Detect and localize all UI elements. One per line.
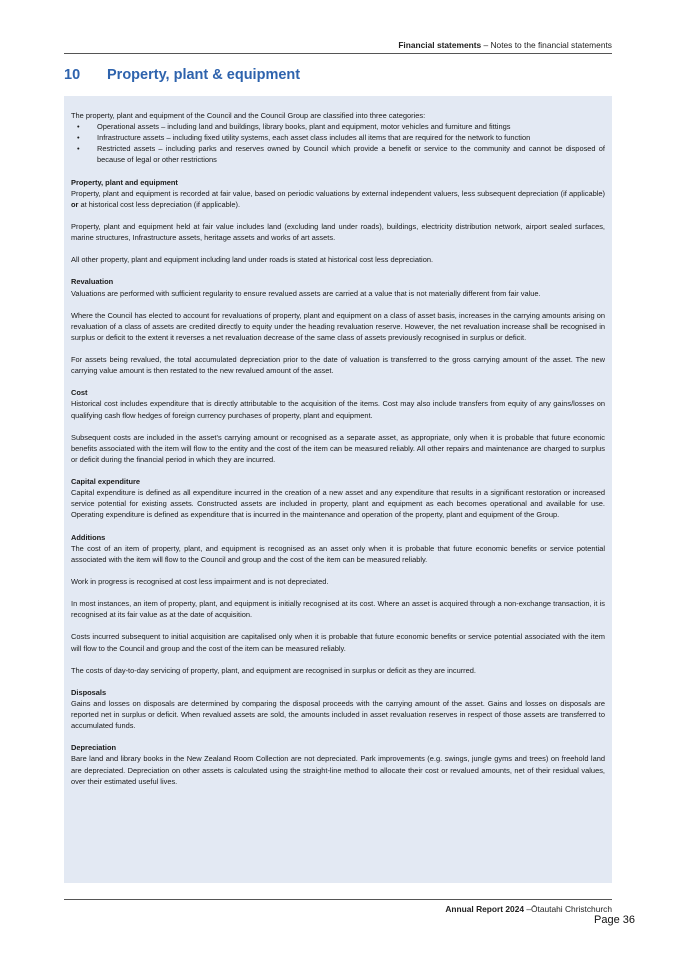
cost-paragraph-2: Subsequent costs are included in the asset’s carrying amount or recognised as a separate asset, as appropriate, only when it is probable that future economic benefits associated with the item will flow to the entity and the cost of the item can be measured reliably. All other repairs and maintenance are charged to surplus or deficit during the financial period in which they are incurred. (71, 432, 605, 464)
ppe-paragraph-1 (71, 188, 605, 210)
ppe-paragraph-2: Property, plant and equipment held at fair value includes land (excluding land under roads), buildings, electricity distribution network, airport sealed surfaces, marine structures, Infrastructure assets, heritage assets and works of art assets. (71, 221, 605, 243)
heading-revaluation: Revaluation (71, 277, 114, 287)
additions-paragraph-2: Work in progress is recognised at cost less impairment and is not depreciated. (71, 576, 329, 586)
revaluation-paragraph-3: For assets being revalued, the total accumulated depreciation prior to the date of valuation is transferred to the gross carrying amount of the asset. The new carrying value amount is then restated to the new revalued amount of the asset. (71, 355, 605, 376)
running-footer (64, 904, 612, 914)
heading-disposals: Disposals (71, 687, 107, 697)
list-item: • Infrastructure assets – including fixed utility systems, each asset class includes all items that are required for the network to function (97, 132, 605, 143)
ppe-text-or: or (71, 199, 79, 209)
header-section: Financial statements (398, 40, 482, 50)
section-number: 10 (64, 67, 81, 83)
heading-ppe: Property, plant and equipment (71, 177, 178, 187)
ppe-paragraph-3: All other property, plant and equipment including land under roads is stated at historical cost less depreciation. (71, 255, 434, 265)
heading-additions: Additions (71, 532, 106, 542)
asset-category-list (71, 121, 605, 165)
ppe-text-a: Property, plant and equipment is recorded at fair value, based on periodic valuations by external independent valuers, less subsequent depreciation (if applicable) (71, 188, 605, 198)
capex-paragraph-1: Capital expenditure is defined as all expenditure incurred in the creation of a new asset and any expenditure that results in a significant restoration or increased service potential for existing assets. Constructed assets are included in property, plant and equipment as each becomes operational and available for use. Operating expenditure is defined as expenditure that is incurred in the maintenance and operation of the property, plant and equipment of the Group. (71, 488, 605, 520)
ppe-text-c: at historical cost less depreciation (if applicable). (78, 199, 241, 209)
notes-body (71, 110, 605, 798)
additions-paragraph-1: The cost of an item of property, plant, and equipment is recognised as an asset only when it is probable that future economic benefits or service potential associated with the item will flow to the Council and group and the cost of the item can be measured reliably. (71, 543, 605, 564)
footer-divider (64, 899, 612, 900)
heading-depreciation: Depreciation (71, 743, 117, 753)
section-title (64, 67, 300, 83)
list-item: • Restricted assets – including parks and reserves owned by Council which provide a benefit or service to the community and cannot be disposed of because of legal or other restrictions (97, 143, 605, 165)
running-header (64, 40, 612, 50)
list-item: • Operational assets – including land and buildings, library books, plant and equipment, motor vehicles and furniture and fittings (97, 121, 605, 132)
additions-paragraph-4: Costs incurred subsequent to initial acquisition are capitalised only when it is probable that future economic benefits or service potential associated with the item will flow to the Council and group and the cost of the item can be measured reliably. (71, 632, 605, 653)
additions-paragraph-5: The costs of day-to-day servicing of property, plant, and equipment are recognised in surplus or deficit as they are incurred. (71, 665, 477, 675)
disposals-paragraph-1: Gains and losses on disposals are determined by comparing the disposal proceeds with the carrying amount of the asset. Gains and losses on disposals are reported net in surplus or deficit. When revalued assets are sold, the amounts included in asset revaluation reserves in respect of those assets are transferred to accumulated funds. (71, 698, 605, 731)
heading-cost: Cost (71, 388, 88, 398)
cost-paragraph-1: Historical cost includes expenditure that is directly attributable to the acquisition of the items. Cost may also include transfers from equity of any gains/losses on qualifying cash flow hedges of foreign currency purchases of property, plant and equipment. (71, 399, 605, 420)
heading-capital-expenditure: Capital expenditure (71, 477, 141, 487)
footer-city: –Ōtautahi Christchurch (524, 904, 612, 914)
intro-paragraph: The property, plant and equipment of the Council and the Council Group are classified into three categories: (71, 111, 426, 120)
depreciation-paragraph-1: Bare land and library books in the New Zealand Room Collection are not depreciated. Park improvements (e.g. swings, jungle gyms and trees) on freehold land are depreciated. Depreciation on other assets is calculated using the straight-line method to allocate their cost or revalued amounts, net of their residual values, over their estimated useful lives. (71, 754, 605, 786)
page-number: Page 36 (594, 914, 635, 926)
section-title-text: Property, plant & equipment (107, 67, 301, 83)
header-subsection: – Notes to the financial statements (481, 40, 612, 50)
revaluation-paragraph-2: Where the Council has elected to account for revaluations of property, plant and equipment on a class of asset basis, increases in the carrying amounts arising on revaluation of a class of assets are credited directly to equity under the heading revaluation reserve. However, the net revaluation increase shall be recognised in surplus or deficit to the extent it reverses a net revaluation decrease of the same class of assets previously recognised in surplus or deficit. (71, 310, 605, 342)
revaluation-paragraph-1: Valuations are performed with sufficient regularity to ensure revalued assets are carried at a value that is not materially different from fair value. (71, 288, 541, 298)
header-divider (64, 53, 612, 54)
footer-report-title: Annual Report 2024 (445, 904, 525, 914)
additions-paragraph-3: In most instances, an item of property, plant, and equipment is initially recognised at its cost. Where an asset is acquired through a non-exchange transaction, it is recognised at its fair value as at the date of acquisition. (71, 599, 605, 620)
